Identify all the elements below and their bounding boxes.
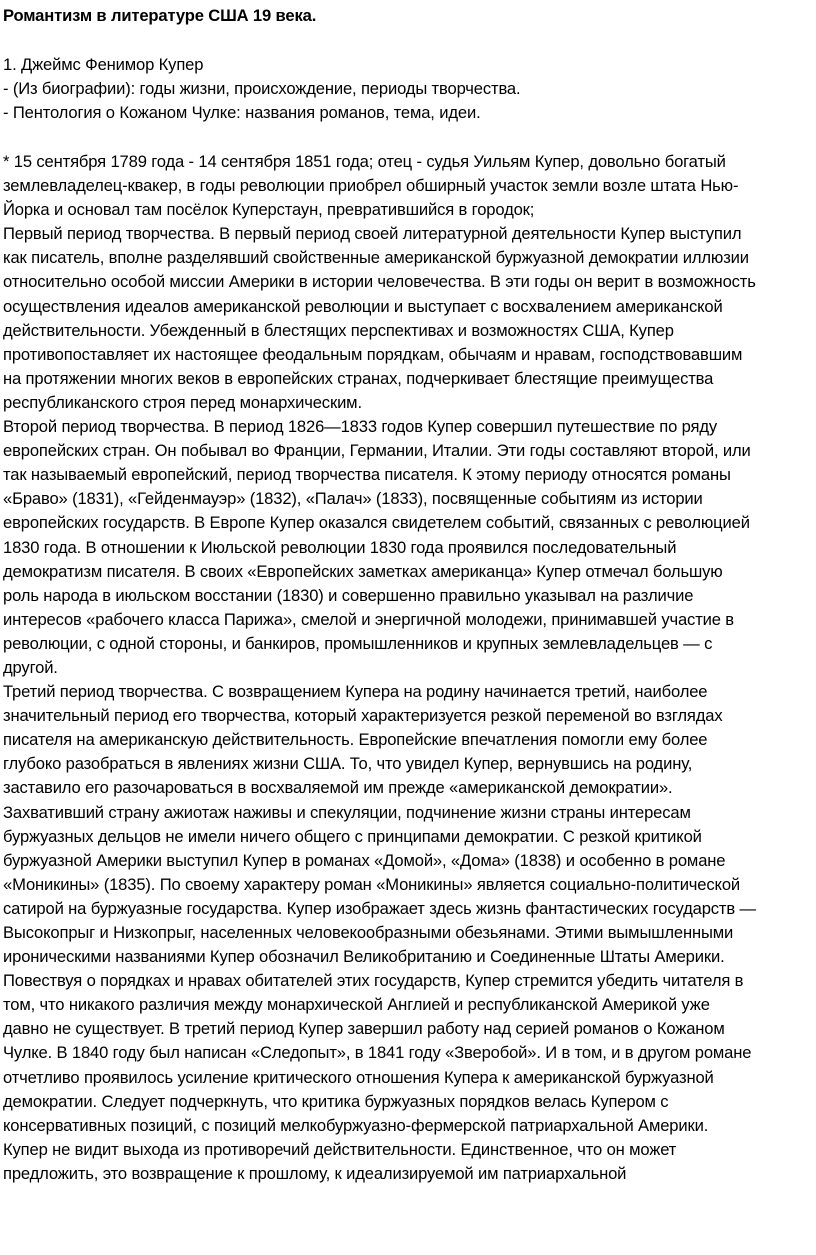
body-line: ироническими названиями Купер обозначил Великобританию и Соединенные Штаты Америки. [3,947,725,967]
body-line: заставило его разочароваться в восхваляемой им прежде «американской демократии». [3,778,673,798]
body-line: том, что никакого различия между монархической Англией и республиканской Америкой уже [3,995,710,1015]
body-line: на протяжении многих веков в европейских странах, подчеркивает блестящие преимущества [3,368,714,388]
body-line: Купер не видит выхода из противоречий действительности. Единственное, что он может [3,1139,677,1159]
body-line: европейских государств. В Европе Купер оказался свидетелем событий, связанных с революцией [3,513,750,533]
section-heading: 1. Джеймс Фенимор Купер [3,55,204,74]
outline-item: - (Из биографии): годы жизни, происхождение, периоды творчества. [3,79,521,99]
body-line: действительности. Убежденный в блестящих перспективах и возможностях США, Купер [3,320,674,340]
body-line: Высокопрыг и Низкопрыг, населенных человекообразными обезьянами. Этими вымышленными [3,923,734,942]
body-line: писателя на американскую действительность. Европейские впечатления помогли ему более [3,730,708,750]
document-title: Романтизм в литературе США 19 века. [3,6,317,25]
body-line: Повествуя о порядках и нравах обитателей этих государств, Купер стремится убедить читателя в [3,971,744,991]
body-line: сатирой на буржуазные государства. Купер изображает здесь жизнь фантастических государств — [3,898,756,918]
body-line: Второй период творчества. В период 1826—1833 годов Купер совершил путешествие по ряду [3,417,718,437]
body-line: так называемый европейский, период творчества писателя. К этому периоду относятся романы [3,465,731,485]
body-line: Йорка и основал там посёлок Куперстаун, превратившийся в городок; [3,200,535,220]
body-line: другой. [3,657,58,677]
body-line: консервативных позиций, с позиций мелкобуржуазно-фермерской патриархальной Америки. [3,1115,709,1135]
body-line: относительно особой миссии Америки в истории человечества. В эти годы он верит в возможность [3,272,756,292]
body-line: демократизм писателя. В своих «Европейских заметках американца» Купер отмечал большую [3,561,723,581]
body-line: как писатель, вполне разделявший свойственные американской буржуазной демократии иллюзии [3,248,749,268]
body-line: противопоставляет их настоящее феодальным порядкам, обычаям и нравам, господствовавшим [3,344,743,364]
body-line: Захвативший страну ажиотаж наживы и спекуляции, подчинение жизни страны интересам [3,802,691,822]
body-line: * 15 сентября 1789 года - 14 сентября 1851 года; отец - судья Уильям Купер, довольно богатый [3,152,726,171]
body-line: Первый период творчества. В первый период своей литературной деятельности Купер выступил [3,224,742,244]
body-line: 1830 года. В отношении к Июльской революции 1830 года проявился последовательный [3,537,677,557]
outline-block [3,53,520,125]
body-line: революции, с одной стороны, и банкиров, промышленников и крупных землевладельцев — с [3,633,713,653]
body-line: Чулке. В 1840 году был написан «Следопыт», в 1841 году «Зверобой». И в том, и в другом романе [3,1043,752,1063]
body-line: глубоко разобраться в явлениях жизни США. То, что увидел Купер, вернувшись на родину, [3,754,693,774]
body-line: роль народа в июльском восстании (1830) и совершенно правильно указывал на различие [3,585,694,605]
body-line: Третий период творчества. С возвращением Купера на родину начинается третий, наиболее [3,682,708,702]
body-line: демократии. Следует подчеркнуть, что критика буржуазных порядков велась Купером с [3,1091,669,1111]
body-line: давно не существует. В третий период Купер завершил работу над серией романов о Кожаном [3,1019,725,1039]
body-line: осуществления идеалов американской революции и выступает с восхвалением американской [3,296,723,316]
body-line: республиканского строя перед монархическим. [3,392,362,412]
body-line: интересов «рабочего класса Парижа», смелой и энергичной молодежи, принимавшей участие в [3,609,734,629]
body-line: предложить, это возвращение к прошлому, к идеализируемой им патриархальной [3,1163,627,1183]
outline-item: - Пентология о Кожаном Чулке: названия романов, тема, идеи. [3,103,481,123]
body-line: отчетливо проявилось усиление критического отношения Купера к американской буржуазной [3,1067,714,1087]
body-line: значительный период его творчества, который характеризуется резкой переменой во взглядах [3,706,723,726]
body-line: «Моникины» (1835). По своему характеру роман «Моникины» является социально-политической [3,874,741,894]
body-line: «Браво» (1831), «Гейденмауэр» (1832), «Палач» (1833), посвященные событиям из истории [3,489,703,509]
body-line: европейских стран. Он побывал во Франции, Германии, Италии. Эти годы составляют второй, или [3,441,751,461]
body-line: землевладелец-квакер, в годы революции приобрел обширный участок земли возле штата Нью- [3,176,739,196]
body-text [3,150,756,1186]
body-line: буржуазной Америки выступил Купер в романах «Домой», «Дома» (1838) и особенно в романе [3,850,726,870]
body-line: буржуазных дельцов не имели ничего общего с принципами демократии. С резкой критикой [3,826,702,846]
